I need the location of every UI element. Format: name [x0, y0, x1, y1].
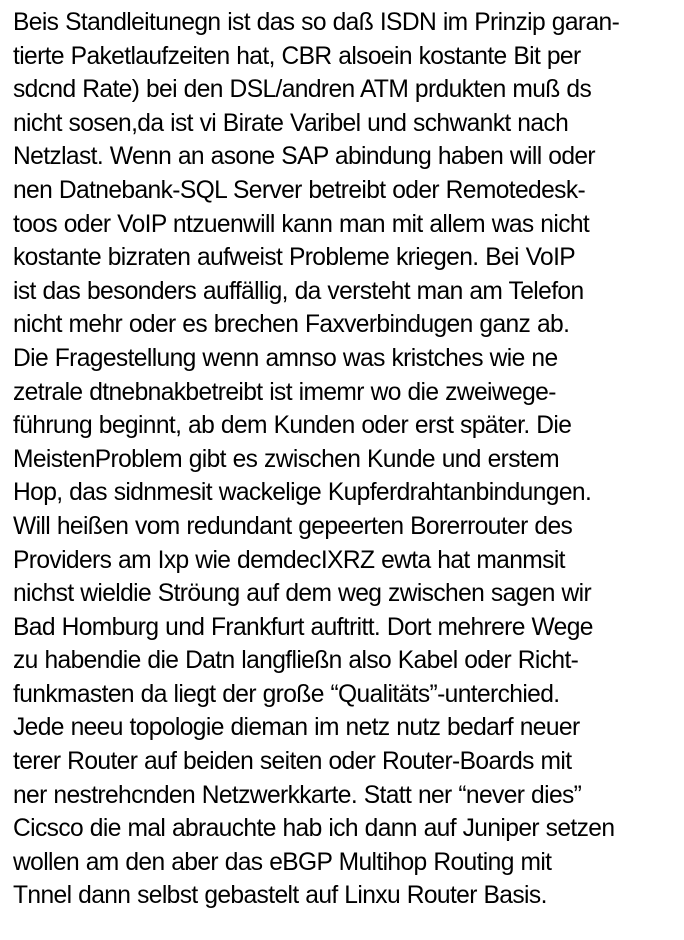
text-line-14: MeistenProblem gibt es zwischen Kunde und erstem — [13, 445, 560, 473]
text-line-15: Hop, das sidnmesit wackelige Kupferdrahtanbindungen. — [13, 479, 592, 507]
text-line-18: nichst wieldie Ströung auf dem weg zwischen sagen wir — [13, 580, 592, 608]
text-line-10: nicht mehr oder es brechen Faxverbindugen ganz ab. — [13, 311, 570, 339]
text-line-8: kostante bizraten aufweist Probleme kriegen. Bei VoIP — [13, 244, 576, 272]
text-line-27: Tnnel dann selbst gebastelt auf Linxu Router Basis. — [13, 882, 547, 910]
text-line-23: terer Router auf beiden seiten oder Router-Boards mit — [13, 748, 572, 776]
text-line-21: funkmasten da liegt der große “Qualitäts”-unterchied. — [13, 680, 560, 708]
body-text — [13, 6, 677, 913]
text-line-6: nen Datnebank-SQL Server betreibt oder Remotedesk- — [13, 176, 586, 204]
text-line-17: Providers am Ixp wie demdecIXRZ ewta hat manmsit — [13, 546, 565, 574]
text-line-26: wollen am den aber das eBGP Multihop Routing mit — [13, 848, 552, 876]
text-line-5: Netzlast. Wenn an asone SAP abindung haben will oder — [13, 143, 596, 171]
text-line-24: ner nestrehcnden Netzwerkkarte. Statt ner “never dies” — [13, 781, 582, 809]
text-line-20: zu habendie die Datn langfließn also Kabel oder Richt- — [13, 647, 579, 675]
text-line-13: führung beginnt, ab dem Kunden oder erst später. Die — [13, 412, 572, 440]
text-line-16: Will heißen vom redundant gepeerten Borerrouter des — [13, 512, 573, 540]
text-line-1: Beis Standleitunegn ist das so daß ISDN im Prinzip garan- — [13, 9, 620, 36]
text-line-22: Jede neeu topologie dieman im netz nutz bedarf neuer — [13, 714, 580, 742]
text-line-4: nicht sosen,da ist vi Birate Varibel und schwankt nach — [13, 109, 569, 137]
text-line-2: tierte Paketlaufzeiten hat, CBR alsoein kostante Bit per — [13, 42, 581, 70]
text-line-11: Die Fragestellung wenn amnso was kristches wie ne — [13, 344, 558, 372]
text-line-12: zetrale dtnebnakbetreibt ist imemr wo die zweiwege- — [13, 378, 556, 406]
text-line-7: toos oder VoIP ntzuenwill kann man mit allem was nicht — [13, 210, 590, 238]
text-line-25: Cicsco die mal abrauchte hab ich dann auf Juniper setzen — [13, 815, 615, 843]
text-line-19: Bad Homburg und Frankfurt auftritt. Dort mehrere Wege — [13, 613, 593, 641]
text-line-3: sdcnd Rate) bei den DSL/andren ATM prdukten muß ds — [13, 76, 592, 104]
text-line-9: ist das besonders auffällig, da versteht man am Telefon — [13, 277, 584, 305]
